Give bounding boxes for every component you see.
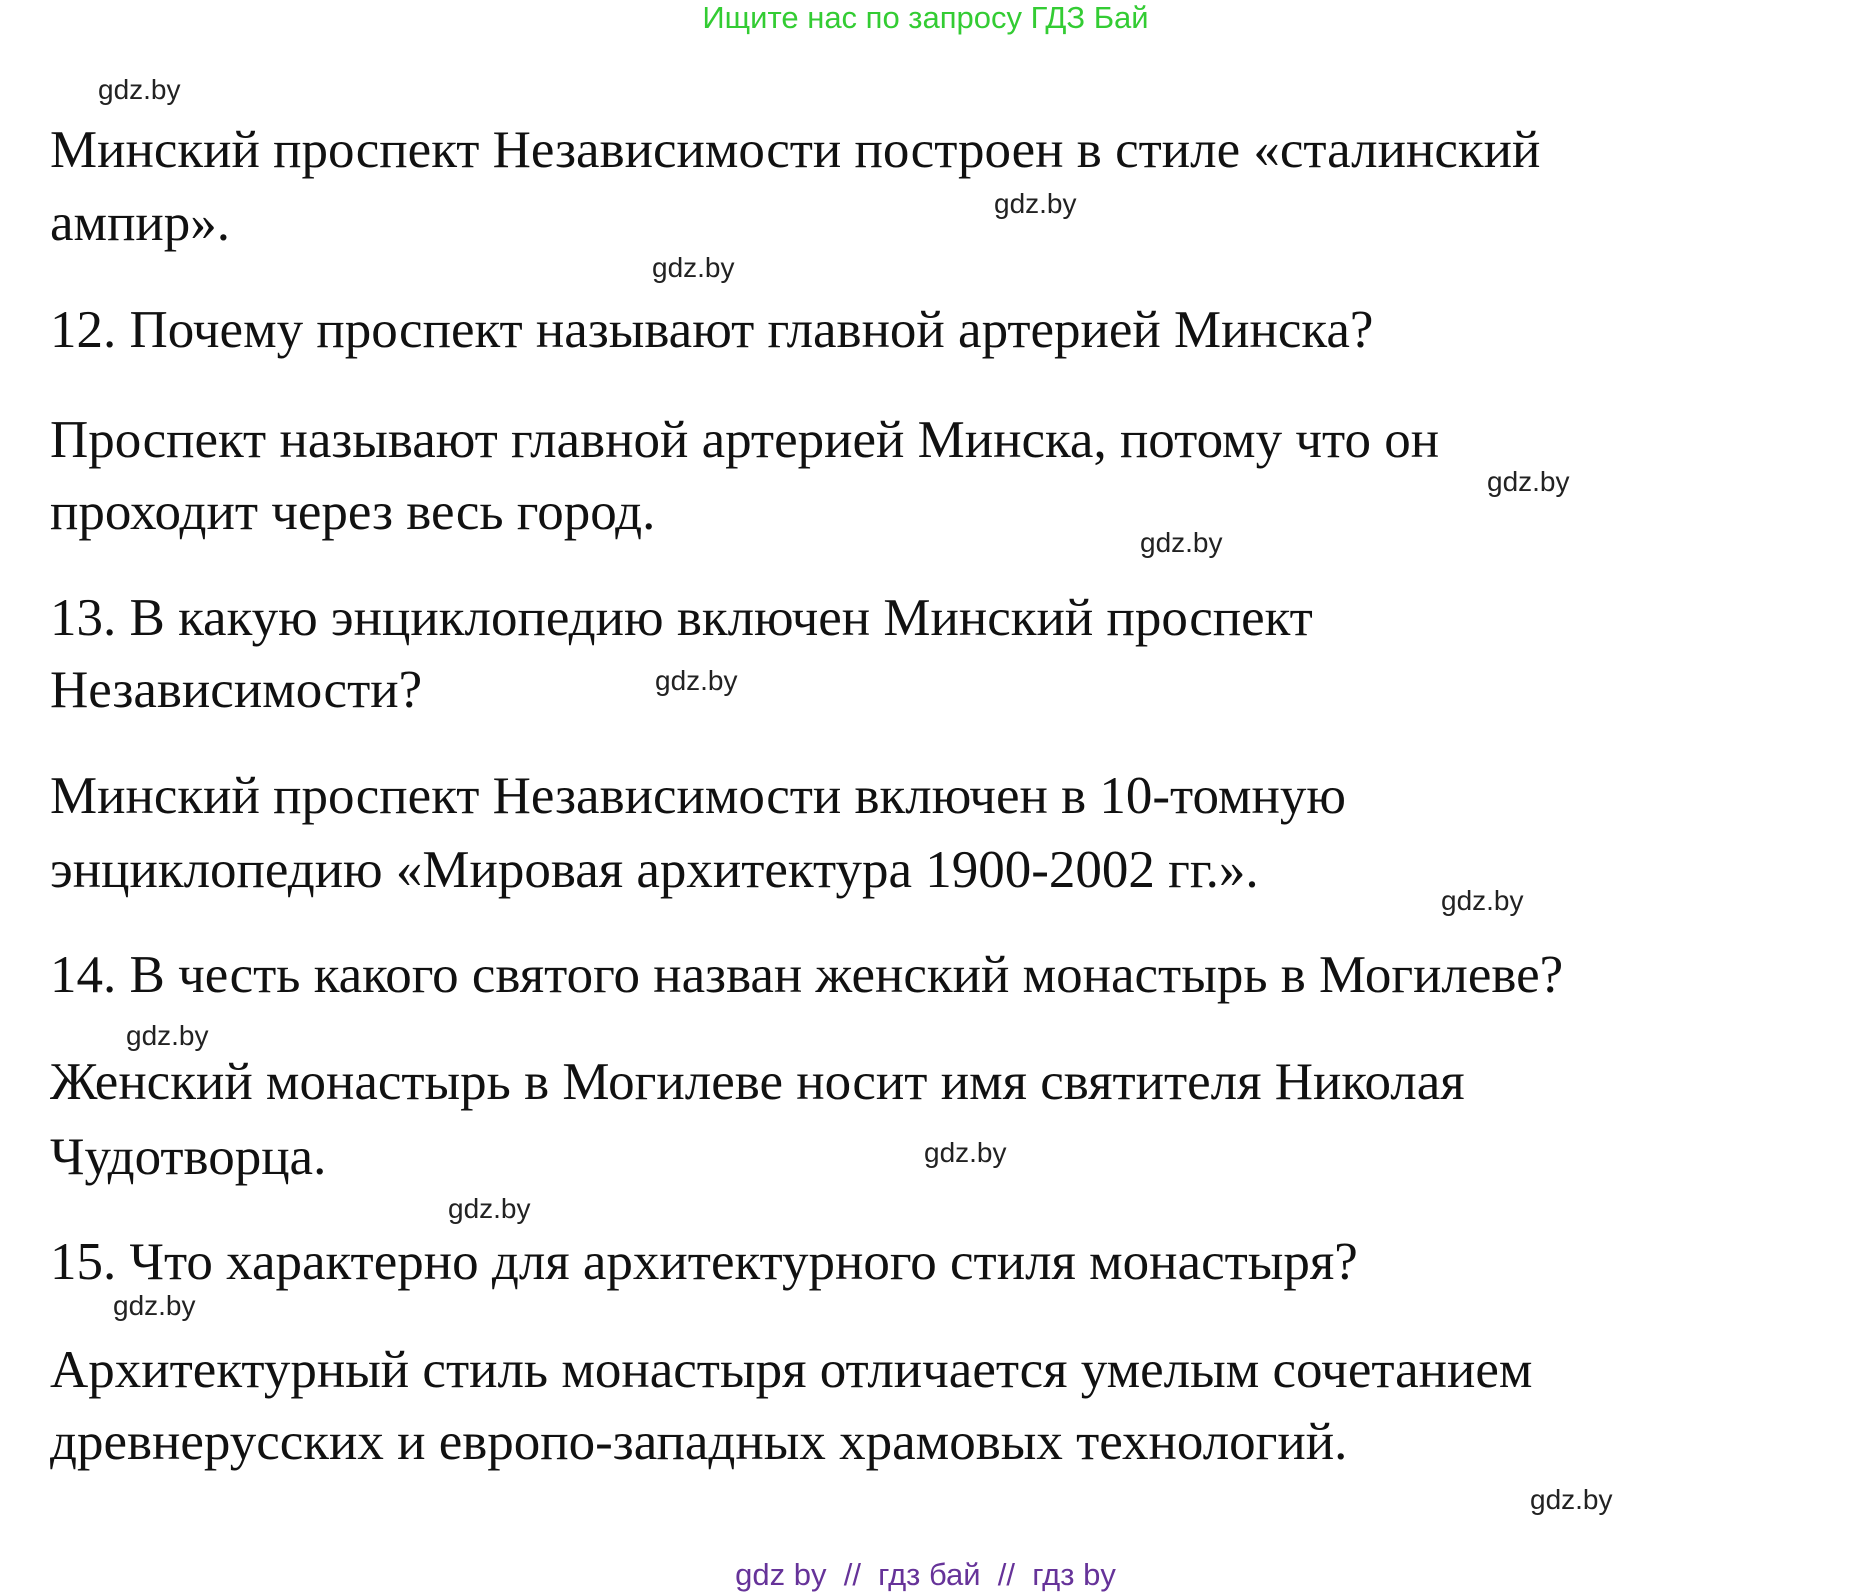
answer-line: Архитектурный стиль монастыря отличается умелым сочетанием xyxy=(50,1341,1533,1399)
question-line: Независимости? xyxy=(50,661,423,719)
answer-line: древнерусских и европо-западных храмовых технологий. xyxy=(50,1413,1348,1471)
footer-links: gdz by // гдз бай // гдз by xyxy=(735,1557,1116,1592)
question-line: 15. Что характерно для архитектурного стиля монастыря? xyxy=(50,1233,1358,1291)
answer-line: ампир». xyxy=(50,194,231,252)
watermark: gdz.by xyxy=(113,1290,196,1321)
question-line: 14. В честь какого святого назван женский монастырь в Могилеве? xyxy=(50,946,1564,1004)
watermark: gdz.by xyxy=(126,1020,209,1051)
watermark: gdz.by xyxy=(448,1193,531,1224)
answer-line: Минский проспект Независимости построен в стиле «сталинский xyxy=(50,121,1541,179)
watermark: gdz.by xyxy=(98,74,181,105)
answer-line: Женский монастырь в Могилеве носит имя святителя Николая xyxy=(50,1053,1465,1111)
watermark: gdz.by xyxy=(652,252,735,283)
answer-line: Чудотворца. xyxy=(50,1128,327,1186)
watermark: gdz.by xyxy=(655,665,738,696)
search-hint-banner: Ищите нас по запросу ГДЗ Бай xyxy=(702,0,1149,35)
answer-line: Проспект называют главной артерией Минска, потому что он xyxy=(50,411,1440,469)
question-line: 12. Почему проспект называют главной артерией Минска? xyxy=(50,301,1374,359)
answer-line: энциклопедию «Мировая архитектура 1900-2002 гг.». xyxy=(50,841,1259,899)
watermark: gdz.by xyxy=(1441,885,1524,916)
question-line: 13. В какую энциклопедию включен Минский проспект xyxy=(50,589,1313,647)
watermark: gdz.by xyxy=(1140,527,1223,558)
watermark: gdz.by xyxy=(924,1137,1007,1168)
watermark: gdz.by xyxy=(1487,466,1570,497)
answer-line: проходит через весь город. xyxy=(50,483,656,541)
answer-line: Минский проспект Независимости включен в 10-томную xyxy=(50,767,1346,825)
watermark: gdz.by xyxy=(994,188,1077,219)
watermark: gdz.by xyxy=(1530,1484,1613,1515)
